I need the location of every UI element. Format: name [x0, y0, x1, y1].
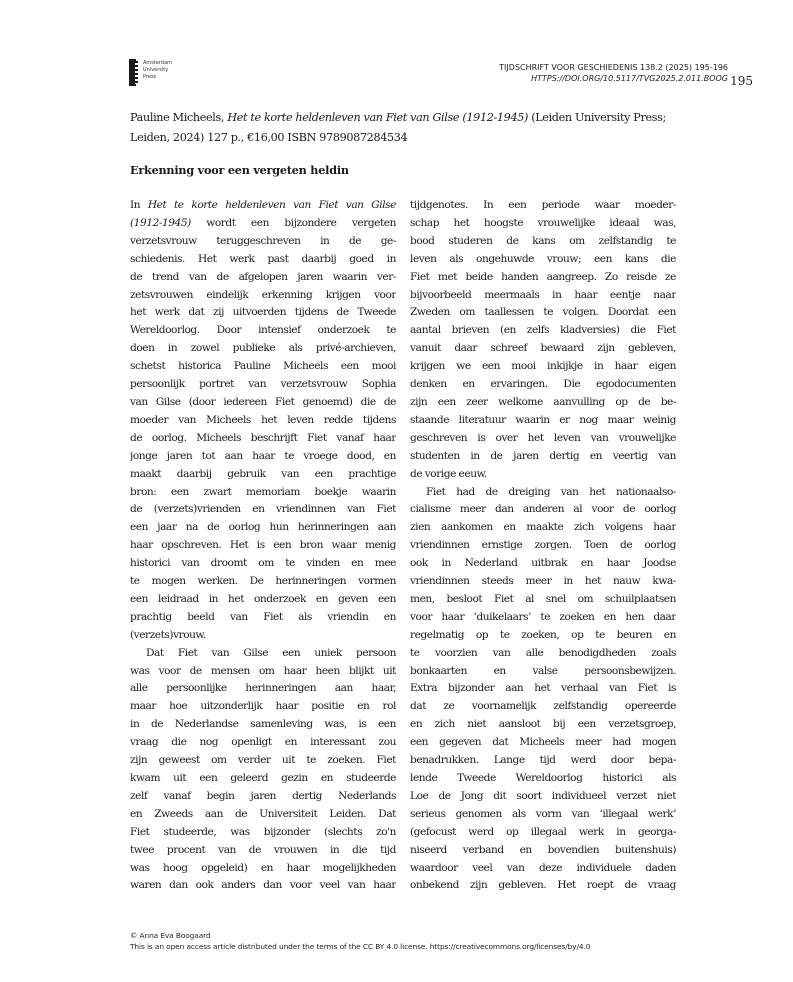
text-line: denken en ervaringen. Die egodocumenten [410, 378, 676, 391]
text-line: Loe de Jong dit soort individueel verzet niet [410, 789, 676, 802]
text-line: maar hoe uitzonderlijk haar positie en rol [130, 700, 396, 713]
text-line: tijdgenotes. In een periode waar moeder- [410, 199, 676, 211]
text-line: een jaar na de oorlog hun herinneringen aan [130, 521, 396, 534]
body-column-left [130, 197, 396, 895]
text-line: leven als ongehuwde vrouw; een kans die [410, 252, 676, 265]
review-title: Erkenning voor een vergeten heldin [130, 163, 349, 177]
text-line: prachtig beeld van Fiet als vriendin en [130, 610, 396, 623]
text-line: schap het hoogste vrouwelijke ideaal was, [410, 216, 676, 229]
text-line: bijvoorbeeld meermaals in haar eentje naar [410, 288, 676, 301]
text-line: zijn geweest om verder uit te zoeken. Fiet [130, 754, 396, 767]
page-number: 195 [730, 74, 753, 88]
text-line: alle persoonlijke herinneringen aan haar, [130, 682, 396, 695]
text-line: Zweden om taallessen te volgen. Doordat een [410, 306, 676, 319]
text-line: (gefocust werd op illegaal werk in georga- [410, 825, 676, 838]
text-line: aantal brieven (en zelfs kladversies) die Fiet [410, 324, 676, 337]
text-line: men, besloot Fiet al snel om schuilplaatsen [410, 592, 676, 605]
text-line: een leidraad in het onderzoek en geven een [130, 592, 396, 605]
text-line: vriendinnen steeds meer in het nauw kwa- [410, 575, 676, 588]
text-line: en zich niet aansloot bij een verzetsgroep, [410, 718, 676, 731]
text-line: In Het te korte heldenleven van Fiet van Gilse [130, 199, 396, 211]
text-line: (1912-1945) wordt een bijzondere vergeten [130, 216, 396, 229]
logo-line: University [143, 67, 169, 74]
text-line: regelmatig op te zoeken, op te beuren en [410, 628, 676, 641]
text-line: Extra bijzonder aan het verhaal van Fiet is [410, 682, 676, 695]
text-line: verzetsvrouw teruggeschreven in de ge- [130, 234, 396, 247]
publisher-logo [129, 59, 189, 87]
logo-line: Amsterdam [143, 60, 173, 66]
text-line: Fiet had de dreiging van het nationaalso- [426, 485, 676, 498]
text-line: serieus genomen als vorm van ‘illegaal werk’ [410, 807, 676, 820]
text-line: bood studeren de kans om zelfstandig te [410, 234, 676, 247]
text-line: was hoog opgeleid) en haar mogelijkheden [130, 861, 396, 874]
text-line: schetst historica Pauline Micheels een mooi [130, 360, 396, 373]
text-line: studenten in de jaren dertig en veertig van [410, 449, 676, 462]
text-line: maakt daarbij gebruik van een prachtige [130, 467, 396, 480]
text-line: niseerd verband en bovendien buitenshuis) [410, 843, 676, 856]
text-line: geschreven is over het leven van vrouwelijke [410, 431, 676, 444]
footer [130, 930, 590, 952]
journal-reference: TIJDSCHRIFT VOOR GESCHIEDENIS 138.2 (2025) 195-196 [499, 63, 728, 72]
text-line: lende Tweede Wereldoorlog historici als [410, 772, 676, 784]
body-column-right [410, 197, 676, 895]
text-line: Dat Fiet van Gilse een uniek persoon [146, 646, 396, 659]
text-line: voor haar ‘duikelaars’ te zoeken en hen daar [410, 610, 676, 623]
text-line: de vorige eeuw. [410, 467, 487, 480]
text-line: twee procent van de vrouwen in die tijd [130, 843, 396, 856]
logo-text [143, 60, 172, 82]
text-line: de trend van de afgelopen jaren waarin ver- [130, 270, 396, 283]
inline-book-title: Het te korte heldenleven van Fiet van Gilse [147, 199, 396, 211]
text-line: staande literatuur waarin er nog maar weinig [410, 413, 676, 426]
text-line: te voorzien van alle benodigdheden zoals [410, 646, 676, 659]
text-line: kwam uit een geleerd gezin en studeerde [130, 772, 396, 784]
text-line: waren dan ook anders dan voor veel van haar [130, 879, 396, 892]
text-line: Wereldoorlog. Door intensief onderzoek te [130, 324, 396, 337]
text-line: benadrukken. Lange tijd werd door bepa- [410, 754, 676, 767]
text-line: persoonlijk portret van verzetsvrouw Sophia [130, 378, 396, 391]
text-line: schiedenis. Het werk past daarbij goed in [130, 252, 396, 265]
citation-author: Pauline Micheels, [130, 111, 228, 124]
text-line: in de Nederlandse samenleving was, is een [130, 718, 396, 731]
text-line: het werk dat zij uitvoerden tijdens de Tweede [130, 306, 396, 319]
text-line: zien aankomen en maakte zich volgens haar [410, 521, 676, 534]
text-line: Fiet met beide handen aangreep. Zo reisde ze [410, 270, 676, 283]
text-line: dat ze voornamelijk zelfstandig opereerde [410, 700, 676, 713]
copyright-notice: © Anna Eva Boogaard [130, 931, 211, 940]
inline-book-years: (1912-1945) [130, 216, 191, 229]
text-line: de oorlog. Micheels beschrijft Fiet vanaf haar [130, 431, 396, 444]
text-line: onbekend zijn gebleven. Het roept de vraag [410, 879, 676, 892]
text-line: vanuit daar schreef bewaard zijn gebleven, [410, 342, 676, 355]
text-line: moeder van Micheels het leven redde tijdens [130, 413, 396, 426]
text-line: vriendinnen ernstige zorgen. Toen de oorlog [410, 539, 676, 552]
text-line: ook in Nederland uitbrak en haar Joodse [410, 557, 676, 570]
text-line: was voor de mensen om haar heen blijkt uit [130, 664, 396, 677]
text-line: krijgen we een mooi inkijkje in haar eigen [410, 360, 676, 373]
text-line: zijn een zeer welkome aanvulling op de be- [410, 395, 676, 408]
text-line: Fiet studeerde, was bijzonder (slechts zo'n [130, 825, 396, 838]
text-line: waardoor veel van deze individuele daden [410, 861, 676, 874]
text-line: cialisme meer dan anderen al voor de oorlog [410, 503, 676, 516]
citation-title: Het te korte heldenleven van Fiet van Gilse [227, 111, 460, 124]
text-line: een gegeven dat Micheels meer had mogen [410, 736, 676, 749]
text-line: doen in zowel publieke als privé-archieven, [130, 342, 396, 355]
text-line: (verzets)vrouw. [130, 628, 206, 641]
text-line: historici van droomt om te vinden en mee [130, 557, 396, 570]
text-line: zelf vanaf begin jaren dertig Nederlands [130, 789, 396, 802]
text-line: haar opschreven. Het is een bron waar menig [130, 539, 396, 552]
doi-link[interactable]: HTTPS://DOI.ORG/10.5117/TVG2025.2.011.BOOG [531, 74, 728, 83]
text-line: te mogen werken. De herinneringen vormen [130, 575, 396, 588]
logo-mark-icon [129, 59, 136, 86]
text-line: zetsvrouwen eindelijk erkenning krijgen voor [130, 288, 396, 301]
text-line: en Zweeds aan de Universiteit Leiden. Dat [130, 807, 396, 820]
text-line: vraag die nog openligt en interessant zou [130, 736, 396, 749]
text-line: bron: een zwart memoriam boekje waarin [130, 485, 396, 498]
text-line: bonkaarten en valse persoonsbewijzen. [410, 664, 676, 677]
text-line: van Gilse (door iedereen Fiet genoemd) die de [130, 395, 396, 408]
book-citation [130, 108, 670, 148]
license-notice[interactable]: This is an open access article distributed under the terms of the CC BY 4.0 license. https://creativecommons.org/licenses/by/4.0 [130, 942, 591, 951]
citation-details: (Leiden University Press; Leiden, 2024) 127 p., €16,00 ISBN 9789087284534 [130, 111, 666, 144]
text-line: jonge jaren tot aan haar te vroege dood, en [130, 449, 396, 462]
citation-years: (1912-1945) [459, 111, 528, 124]
logo-line: Press [143, 74, 157, 81]
text-line: de (verzets)vrienden en vriendinnen van Fiet [130, 503, 396, 516]
